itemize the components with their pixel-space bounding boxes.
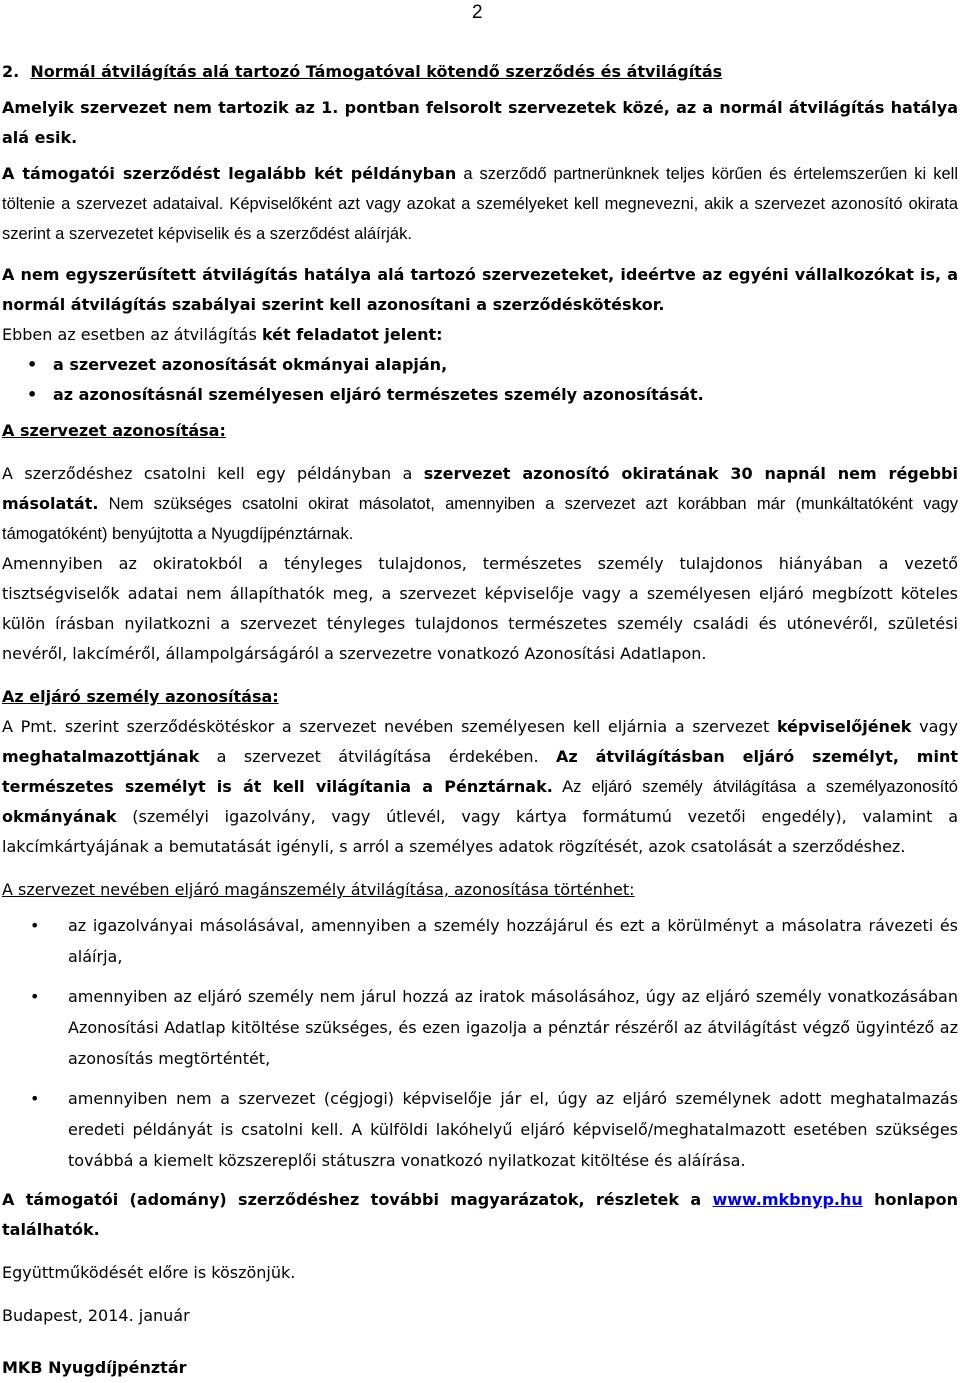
bullet-icon: •: [27, 355, 38, 374]
list-item: [2, 350, 958, 380]
private-person-heading: A szervezet nevében eljáró magánszemély átvilágítása, azonosítása történhet:: [2, 880, 635, 899]
person-id-s5: a szervezet átvilágítása érdekében.: [199, 747, 557, 766]
bullet-icon: •: [30, 987, 40, 1006]
list-item-text: a szervezet azonosítását okmányai alapján,: [53, 355, 448, 374]
list-item: [2, 1083, 958, 1176]
org-id-heading: A szervezet azonosítása:: [2, 421, 226, 440]
org-id-p1-b: szervezet azonosító okiratának 30 napnál nem régebbi másolatát.: [2, 464, 958, 513]
list-item-text: az igazolványai másolásával, amennyiben a személy hozzájárul és ezt a körülményt a másolatra rávezeti és aláírja,: [68, 916, 958, 966]
section-title-text: Normál átvilágítás alá tartozó Támogatóval kötendő szerződés és átvilágítás: [30, 62, 723, 81]
org-id-paragraph-2: Amennyiben az okiratokból a tényleges tulajdonos, természetes személy tulajdonos hiányában a vezető tisztségviselők adatai nem állapíthatók meg, a szervezet képviselője vagy a személyesen eljáró megbízott köteles külön írásban nyilatkozni a szervezet tényleges tulajdonos természetes személy családi és utónevéről, születési nevéről, lakcíméről, állampolgárságáról a szervezetre vonatkozó Azonosítási Adatlapon.: [2, 554, 958, 663]
section-title: [2, 57, 958, 87]
further-info-after: honlapon találhatók.: [2, 1190, 959, 1239]
org-id-p1-c: Nem szükséges csatolni okirat másolatot, amennyiben a szervezet azt korábban már (munkáltatóként vagy támogatóként) benyújtotta a Nyugdíjpénztárnak.: [2, 495, 958, 543]
document-body: [2, 57, 958, 1383]
person-id-s7: Az eljáró személy átvilágítása a személyazonosító: [552, 778, 958, 796]
section-number: 2.: [2, 62, 20, 81]
bullet-icon: •: [27, 385, 38, 404]
further-info: [2, 1185, 958, 1245]
list-item-text: amennyiben nem a szervezet (cégjogi) képviselője jár el, úgy az eljáró személynek adott meghatalmazás eredeti példányát is csatolni kell. A külföldi lakóhelyű eljáró képviselő/meghatalmazott esetében szükséges továbbá a kiemelt közszereplői státuszra vonatkozó nyilatkozat kitöltése és aláírása.: [68, 1089, 958, 1170]
person-id-s8: okmányának: [2, 807, 117, 826]
further-info-text: A támogatói (adomány) szerződéshez további magyarázatok, részletek a: [2, 1190, 713, 1209]
list-item-text: az azonosításnál személyesen eljáró természetes személy azonosítását.: [53, 385, 704, 404]
website-link[interactable]: www.mkbnyp.hu: [712, 1190, 863, 1209]
contract-lead: A támogatói szerződést legalább két példányban: [2, 164, 457, 183]
bullet-icon: •: [30, 916, 40, 935]
tasks-list: [2, 350, 958, 410]
list-item: [2, 981, 958, 1074]
person-id-s3: vagy: [911, 717, 958, 736]
signature: MKB Nyugdíjpénztár: [2, 1358, 187, 1377]
date-line: Budapest, 2014. január: [2, 1306, 190, 1325]
person-id-s1: A Pmt. szerint szerződéskötéskor a szervezet nevében személyesen kell eljárnia a szervezet: [2, 717, 777, 736]
non-simplified-paragraph: A nem egyszerűsített átvilágítás hatálya alá tartozó szervezeteket, ideértve az egyéni vállalkozókat is, a normál átvilágítás szabályai szerint kell azonosítani a szerződéskötéskor.: [2, 265, 958, 314]
private-person-list: [2, 910, 958, 1176]
person-id-s2: képviselőjének: [776, 717, 912, 736]
contract-paragraph: [2, 159, 958, 249]
org-id-paragraph-1: [2, 459, 958, 549]
person-id-s9: (személyi igazolvány, vagy útlevél, vagy kártya formátumú vezetői engedély), valamint a lakcímkártyájának a bemutatását igényli, s arról a személyes adatok rögzítését, azok csatolását a szerződéshez.: [2, 807, 958, 856]
list-item: [2, 910, 958, 972]
person-id-s4: meghatalmazottjának: [2, 747, 200, 766]
list-item: [2, 380, 958, 410]
tasks-lead: [2, 320, 958, 350]
person-id-s6: Az átvilágításban eljáró személyt, mint természetes személyt is át kell világítania a Pénztárnak.: [2, 747, 958, 796]
person-id-heading: Az eljáró személy azonosítása:: [2, 687, 279, 706]
thanks-line: Együttműködését előre is köszönjük.: [2, 1263, 296, 1282]
contract-text: a szerződő partnerünknek teljes körűen és értelemszerűen ki kell töltenie a szervezet adataival. Képviselőként azt vagy azokat a személyeket kell megnevezni, akik a szervezet azonosító okirata szerint a szervezetet képviselik és a szerződést aláírják.: [2, 165, 959, 243]
section-intro: Amelyik szervezet nem tartozik az 1. pontban felsorolt szervezetek közé, az a normál átvilágítás hatálya alá esik.: [2, 98, 958, 147]
org-id-p1-a: A szerződéshez csatolni kell egy példányban a: [2, 464, 424, 483]
person-id-paragraph: [2, 712, 958, 862]
tasks-lead-bold: két feladatot jelent:: [261, 325, 443, 344]
tasks-lead-text: Ebben az esetben az átvilágítás: [2, 325, 262, 344]
page-number: 2: [472, 2, 483, 23]
bullet-icon: •: [30, 1089, 40, 1108]
list-item-text: amennyiben az eljáró személy nem járul hozzá az iratok másolásához, úgy az eljáró személy vonatkozásában Azonosítási Adatlap kitöltése szükséges, és ezen igazolja a pénztár részéről az átvilágítást végző ügyintéző az azonosítás megtörténtét,: [68, 987, 958, 1068]
